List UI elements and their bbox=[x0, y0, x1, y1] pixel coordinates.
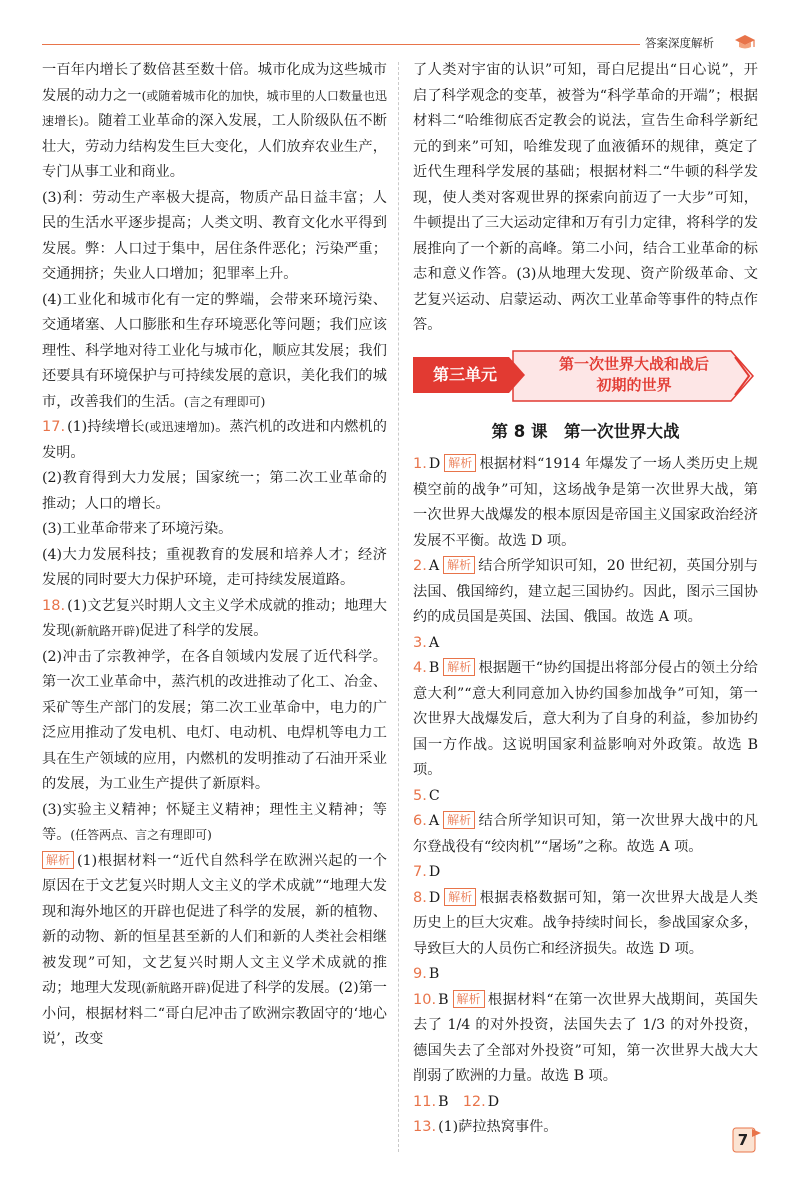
analysis-tag: 解析 bbox=[443, 811, 475, 829]
answer-18-part2: (2)冲击了宗教神学，在各自领域内发展了近代科学。第一次工业革命中，蒸汽机的改进推动了化工、冶金、采矿等生产部门的发展；第二次工业革命中，电力的广泛应用推动了发电机、电灯、电动机、电焊机等电力工具在生产领域的应用，内燃机的发明推动了石油开采业的发展，为工业生产提供了新原料。 bbox=[42, 648, 387, 792]
right-column bbox=[413, 58, 758, 1141]
answer-1: 1. D 解析 根据材料“1914 年爆发了一场人类历史上规模空前的战争”可知，这场战争是第一次世界大战，第一次世界大战爆发的根本原因是帝国主义国家政治经济发展不平衡。故选 D 项。 bbox=[413, 456, 758, 549]
answer-7: 7. D bbox=[413, 864, 441, 880]
answer-17-part3: (3)工业革命带来了环境污染。 bbox=[42, 521, 233, 537]
answer-18-part1: 18. (1)文艺复兴时期人文主义学术成就的推动；地理大发现(新航路开辟)促进了科学的发展。 bbox=[42, 597, 387, 639]
answer-3: 3. A bbox=[413, 634, 440, 651]
header-rule bbox=[42, 44, 640, 45]
answer-6: 6. A 解析 结合所学知识可知，第一次世界大战中的凡尔登战役有“绞肉机”“屠场”之称。故选 A 项。 bbox=[413, 813, 758, 855]
note: (言之有理即可) bbox=[183, 394, 266, 409]
answer-5: 5. C bbox=[413, 787, 440, 804]
unit-banner bbox=[413, 349, 758, 403]
answer-17-part1: 17. (1)持续增长(或迅速增加)。蒸汽机的改进和内燃机的发明。 bbox=[42, 419, 387, 461]
note: (新航路开辟) bbox=[141, 981, 211, 995]
question-number: 18. bbox=[42, 597, 66, 614]
unit-title: 第一次世界大战和战后 初期的世界 bbox=[558, 354, 709, 394]
answer-17-part2: (2)教育得到大力发展；国家统一；第二次工业革命的推动；人口的增长。 bbox=[42, 470, 387, 512]
answer-13: 13. (1)萨拉热窝事件。 bbox=[413, 1119, 558, 1135]
note: (或迅速增加) bbox=[144, 420, 215, 434]
answer-18-part3: (3)实验主义精神；怀疑主义精神；理性主义精神；等等。(任答两点、言之有理即可) bbox=[42, 801, 387, 843]
analysis-tag: 解析 bbox=[42, 851, 74, 869]
analysis-tag: 解析 bbox=[444, 888, 476, 906]
left-column bbox=[42, 58, 387, 1053]
lesson-title: 第 8 课 第一次世界大战 bbox=[491, 421, 680, 441]
answer-16-part2-tail: 一百年内增长了数倍甚至数十倍。城市化成为这些城市发展的动力之一(或随着城市化的加快，城市里的人口数量也迅速增长)。随着工业革命的深入发展，工人阶级队伍不断壮大，劳动力结构发生巨大变化，人们放弃农业生产，专门从事工业和商业。 bbox=[42, 62, 387, 180]
answer-16-part4: (4)工业化和城市化有一定的弊端，会带来环境污染、交通堵塞、人口膨胀和生存环境恶化等问题；我们应该理性、科学地对待工业化与城市化，顺应其发展；我们还要具有环境保护与可持续发展的意识，美化我们的城市，改善我们的生活。(言之有理即可) bbox=[42, 291, 387, 410]
answer-4: 4. B 解析 根据题干“协约国提出将部分侵占的领土分给意大利”“意大利同意加入协约国参加战争”可知，第一次世界大战爆发后，意大利为了自身的利益，参加协约国一方作战。这说明国家利益影响对外政策。故选 B 项。 bbox=[413, 660, 758, 778]
note: (任答两点、言之有理即可) bbox=[70, 828, 212, 842]
note: (或随着城市化的加快，城市里的人口数量也迅速增长) bbox=[42, 88, 387, 128]
graduation-cap-icon bbox=[734, 32, 756, 52]
answer-16-part3: (3)利：劳动生产率极大提高，物质产品日益丰富；人民的生活水平逐步提高；人类文明、教育文化水平得到发展。弊：人口过于集中，居住条件恶化；污染严重；交通拥挤；失业人口增加；犯罪率上升。 bbox=[42, 189, 387, 282]
answer-9: 9. B bbox=[413, 966, 440, 982]
answer-11-12: 11. B 12. D bbox=[413, 1093, 500, 1110]
note: (新航路开辟) bbox=[70, 624, 140, 638]
answer-2: 2. A 解析 结合所学知识可知，20 世纪初，英国分别与法国、俄国缔约，建立起三国协约。因此，图示三国协约的成员国是英国、法国、俄国。故选 A 项。 bbox=[413, 558, 758, 625]
analysis-tag: 解析 bbox=[443, 556, 475, 574]
answer-10: 10. B 解析 根据材料“在第一次世界大战期间，英国失去了 1/4 的对外投资，法国失去了 1/3 的对外投资，德国失去了全部对外投资”可知，第一次世界大战大大削弱了欧洲的力量。故选 B 项。 bbox=[413, 991, 758, 1084]
column-divider bbox=[398, 62, 399, 1152]
page-number: 7 bbox=[737, 1131, 749, 1149]
unit-label: 第三单元 bbox=[432, 364, 497, 384]
question-number: 17. bbox=[42, 419, 66, 435]
answer-17-part4: (4)大力发展科技；重视教育的发展和培养人才；经济发展的同时要大力保护环境，走可持续发展道路。 bbox=[42, 546, 387, 588]
analysis-tag: 解析 bbox=[453, 990, 485, 1008]
analysis-tag: 解析 bbox=[444, 454, 476, 472]
answer-8: 8. D 解析 根据表格数据可知，第一次世界大战是人类历史上的巨大灾难。战争持续时间长，参战国家众多，导致巨大的人员伤亡和经济损失。故选 D 项。 bbox=[413, 889, 758, 957]
answer-18-analysis: 解析 (1)根据材料一“近代自然科学在欧洲兴起的一个原因在于文艺复兴时期人文主义的学术成就”“地理大发现和海外地区的开辟也促进了科学的发展，新的植物、新的动物、新的恒星甚至新的人们和新的人类社会相继被发现”可知，文艺复兴时期人文主义学术成就的推动；地理大发现(新航路开辟)促进了科学的发展。(2)第一小问，根据材料二“哥白尼冲击了欧洲宗教固守的‘地心说’，改变 bbox=[42, 852, 387, 1047]
analysis-tag: 解析 bbox=[443, 658, 475, 676]
header-label: 答案深度解析 bbox=[645, 36, 714, 50]
answer-18-analysis-cont: 了人类对宇宙的认识”可知，哥白尼提出“日心说”，开启了科学观念的变革，被誉为“科学革命的开端”；根据材料二“哈维彻底否定教会的说法，宣告生命科学新纪元的到来”可知，哈维发现了血液循环的规律，奠定了近代生理科学发展的基础；根据材料二“牛顿的科学发现，使人类对客观世界的探索向前迈了一大步”可知，牛顿提出了三大运动定律和万有引力定律，将科学的发展推向了一个新的高峰。第二小问，结合工业革命的标志和意义作答。(3)从地理大发现、资产阶级革命、文艺复兴运动、启蒙运动、两次工业革命等事件的特点作答。 bbox=[413, 62, 758, 333]
